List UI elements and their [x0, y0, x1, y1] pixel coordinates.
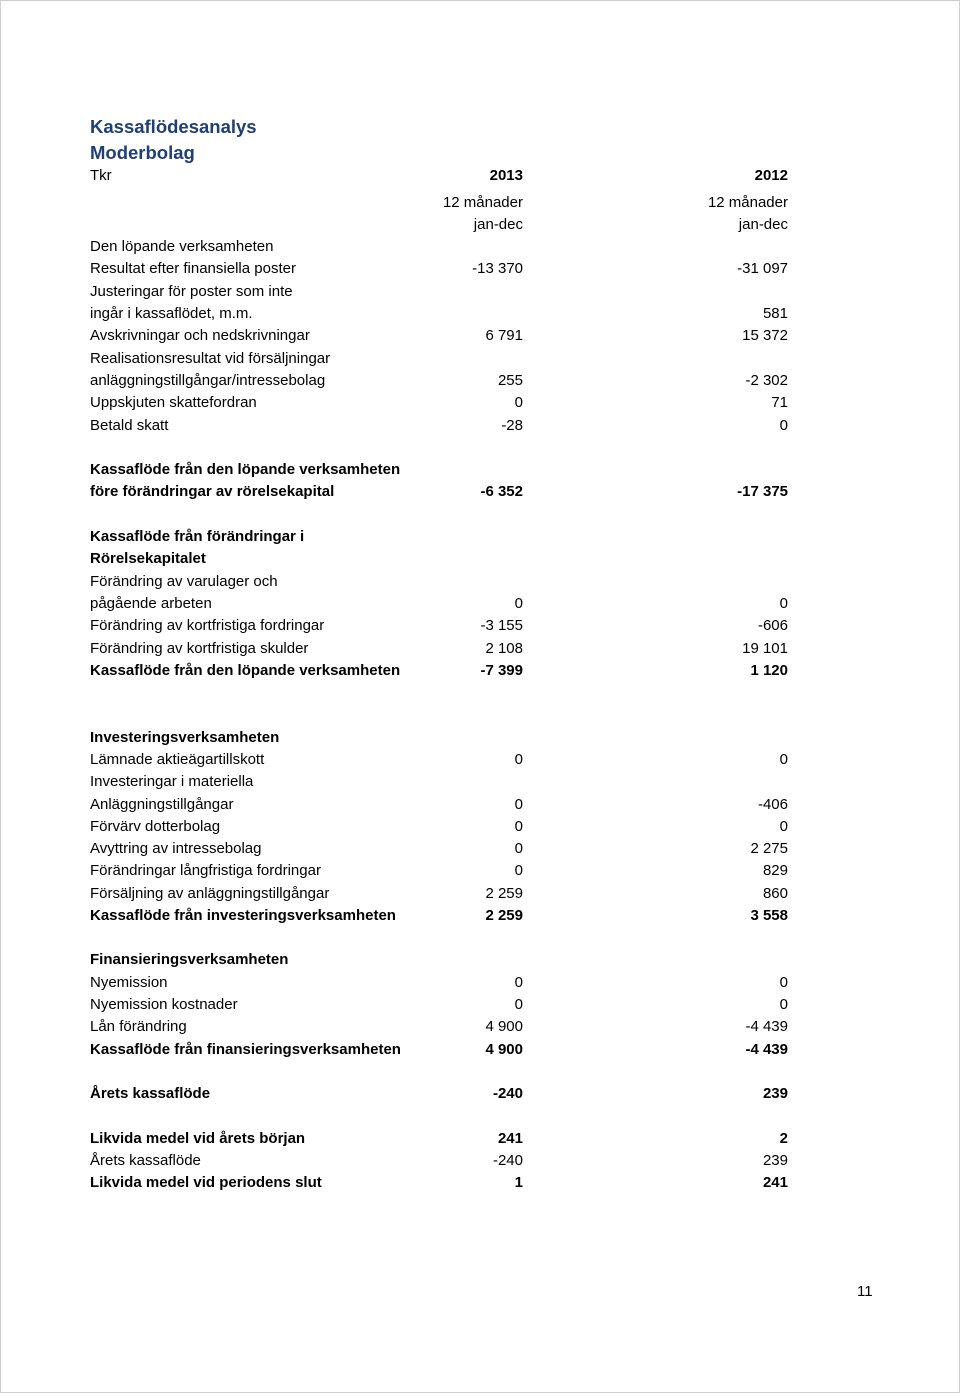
value-2012: 3 558	[750, 907, 788, 924]
row-label: anläggningstillgångar/intressebolag	[90, 372, 326, 389]
period-header-months	[90, 192, 790, 214]
page-title: Kassaflödesanalys	[90, 116, 257, 137]
table-row	[90, 459, 790, 481]
value-2012: 0	[779, 996, 788, 1013]
value-2013: 6 791	[485, 327, 523, 344]
table-row	[90, 972, 790, 994]
value-2012: 0	[779, 818, 788, 835]
value-2013: 241	[497, 1130, 523, 1147]
table-row	[90, 281, 790, 303]
value-2013: 2 259	[485, 885, 523, 902]
table-row	[90, 638, 790, 660]
row-label: Avskrivningar och nedskrivningar	[90, 327, 310, 344]
row-label: Betald skatt	[90, 417, 169, 434]
row-label: Justeringar för poster som inte	[90, 283, 293, 300]
value-2012: -17 375	[737, 483, 788, 500]
table-row	[90, 771, 790, 793]
page-number: 11	[857, 1283, 873, 1300]
value-2013: 0	[514, 394, 523, 411]
value-2013: 0	[514, 840, 523, 857]
table-row	[90, 258, 790, 280]
table-row	[90, 481, 790, 503]
table-row	[90, 749, 790, 771]
row-label: pågående arbeten	[90, 595, 212, 612]
table-row	[90, 660, 790, 682]
table-row	[90, 838, 790, 860]
value-2012: 2 275	[750, 840, 788, 857]
row-label: Förändring av kortfristiga fordringar	[90, 617, 325, 634]
value-2012: 0	[779, 595, 788, 612]
value-2012: -406	[757, 796, 788, 813]
row-label: Förvärv dotterbolag	[90, 818, 221, 835]
table-row	[90, 593, 790, 615]
row-label: Likvida medel vid periodens slut	[90, 1174, 322, 1191]
value-2012: 1 120	[750, 662, 788, 679]
row-label: Kassaflöde från investeringsverksamheten	[90, 907, 396, 924]
row-label: Investeringar i materiella	[90, 773, 254, 790]
table-row	[90, 994, 790, 1016]
table-row	[90, 1150, 790, 1172]
row-label: Finansieringsverksamheten	[90, 951, 289, 968]
row-label: Investeringsverksamheten	[90, 729, 280, 746]
value-2012: -4 439	[745, 1041, 788, 1058]
value-2013: -28	[501, 417, 523, 434]
row-label: Kassaflöde från förändringar i	[90, 528, 305, 545]
table-row	[90, 303, 790, 325]
value-2013: 0	[514, 751, 523, 768]
row-label: Realisationsresultat vid försäljningar	[90, 350, 331, 367]
row-label: Kassaflöde från finansieringsverksamheten	[90, 1041, 401, 1058]
row-label: Förändringar långfristiga fordringar	[90, 862, 321, 879]
row-label: Årets kassaflöde	[90, 1152, 201, 1169]
row-label: Lån förändring	[90, 1018, 187, 1035]
period-header-range	[90, 214, 790, 236]
table-row	[90, 1083, 790, 1105]
table-row	[90, 1039, 790, 1061]
value-2013: -6 352	[480, 483, 523, 500]
table-row	[90, 236, 790, 258]
row-label: Årets kassaflöde	[90, 1085, 211, 1102]
row-label: före förändringar av rörelsekapital	[90, 483, 335, 500]
value-2013: -3 155	[480, 617, 523, 634]
value-2012: -4 439	[745, 1018, 788, 1035]
table-row	[90, 860, 790, 882]
table-row	[90, 883, 790, 905]
value-2012: 0	[779, 417, 788, 434]
period-col2-months: 12 månader	[707, 194, 788, 211]
value-2012: 2	[779, 1130, 788, 1147]
table-row	[90, 325, 790, 347]
period-col2-range: jan-dec	[738, 216, 788, 233]
table-row	[90, 348, 790, 370]
table-row	[90, 1016, 790, 1038]
year-2013: 2013	[489, 167, 523, 184]
table-row	[90, 727, 790, 749]
row-label: Nyemission	[90, 974, 168, 991]
value-2012: 829	[762, 862, 788, 879]
table-row	[90, 1172, 790, 1194]
value-2012: 239	[762, 1085, 788, 1102]
value-2012: 241	[762, 1174, 788, 1191]
row-label: Rörelsekapitalet	[90, 550, 206, 567]
row-label: Kassaflöde från den löpande verksamheten	[90, 461, 401, 478]
value-2012: -606	[757, 617, 788, 634]
table-row	[90, 370, 790, 392]
table-row	[90, 794, 790, 816]
value-2013: 255	[497, 372, 523, 389]
value-2012: 581	[762, 305, 788, 322]
value-2012: -2 302	[745, 372, 788, 389]
row-label: ingår i kassaflödet, m.m.	[90, 305, 253, 322]
value-2013: 0	[514, 974, 523, 991]
row-label: Resultat efter finansiella poster	[90, 260, 296, 277]
value-2012: 0	[779, 974, 788, 991]
unit-label: Tkr	[90, 167, 112, 184]
table-row	[90, 392, 790, 414]
value-2013: -240	[492, 1152, 523, 1169]
table-row	[90, 615, 790, 637]
row-label: Anläggningstillgångar	[90, 796, 234, 813]
table-row	[90, 905, 790, 927]
value-2013: 1	[514, 1174, 523, 1191]
row-label: Förändring av kortfristiga skulder	[90, 640, 309, 657]
row-label: Likvida medel vid årets början	[90, 1130, 306, 1147]
table-row	[90, 1128, 790, 1150]
value-2013: 0	[514, 595, 523, 612]
table-row	[90, 571, 790, 593]
value-2013: 0	[514, 996, 523, 1013]
row-label: Förändring av varulager och	[90, 573, 278, 590]
row-label: Lämnade aktieägartillskott	[90, 751, 265, 768]
value-2013: 0	[514, 818, 523, 835]
row-label: Nyemission kostnader	[90, 996, 238, 1013]
row-label: Kassaflöde från den löpande verksamheten	[90, 662, 401, 679]
table-row	[90, 949, 790, 971]
value-2013: 2 259	[485, 907, 523, 924]
row-label: Avyttring av intressebolag	[90, 840, 262, 857]
value-2013: -240	[492, 1085, 523, 1102]
value-2012: 15 372	[742, 327, 788, 344]
table-row	[90, 415, 790, 437]
value-2013: 4 900	[485, 1018, 523, 1035]
table-row	[90, 816, 790, 838]
value-2012: 0	[779, 751, 788, 768]
table-row	[90, 526, 790, 548]
period-col1-range: jan-dec	[473, 216, 523, 233]
row-label: Den löpande verksamheten	[90, 238, 274, 255]
row-label: Uppskjuten skattefordran	[90, 394, 257, 411]
value-2013: 4 900	[485, 1041, 523, 1058]
value-2012: 19 101	[742, 640, 788, 657]
value-2013: 2 108	[485, 640, 523, 657]
value-2013: -7 399	[480, 662, 523, 679]
value-2012: 860	[762, 885, 788, 902]
page-subtitle: Moderbolag	[90, 142, 195, 163]
row-label: Försäljning av anläggningstillgångar	[90, 885, 330, 902]
year-2012: 2012	[754, 167, 788, 184]
column-header-years	[90, 165, 790, 187]
value-2012: -31 097	[737, 260, 788, 277]
value-2012: 71	[771, 394, 788, 411]
value-2013: 0	[514, 862, 523, 879]
period-col1-months: 12 månader	[442, 194, 523, 211]
table-row	[90, 548, 790, 570]
value-2013: 0	[514, 796, 523, 813]
value-2013: -13 370	[472, 260, 523, 277]
value-2012: 239	[762, 1152, 788, 1169]
